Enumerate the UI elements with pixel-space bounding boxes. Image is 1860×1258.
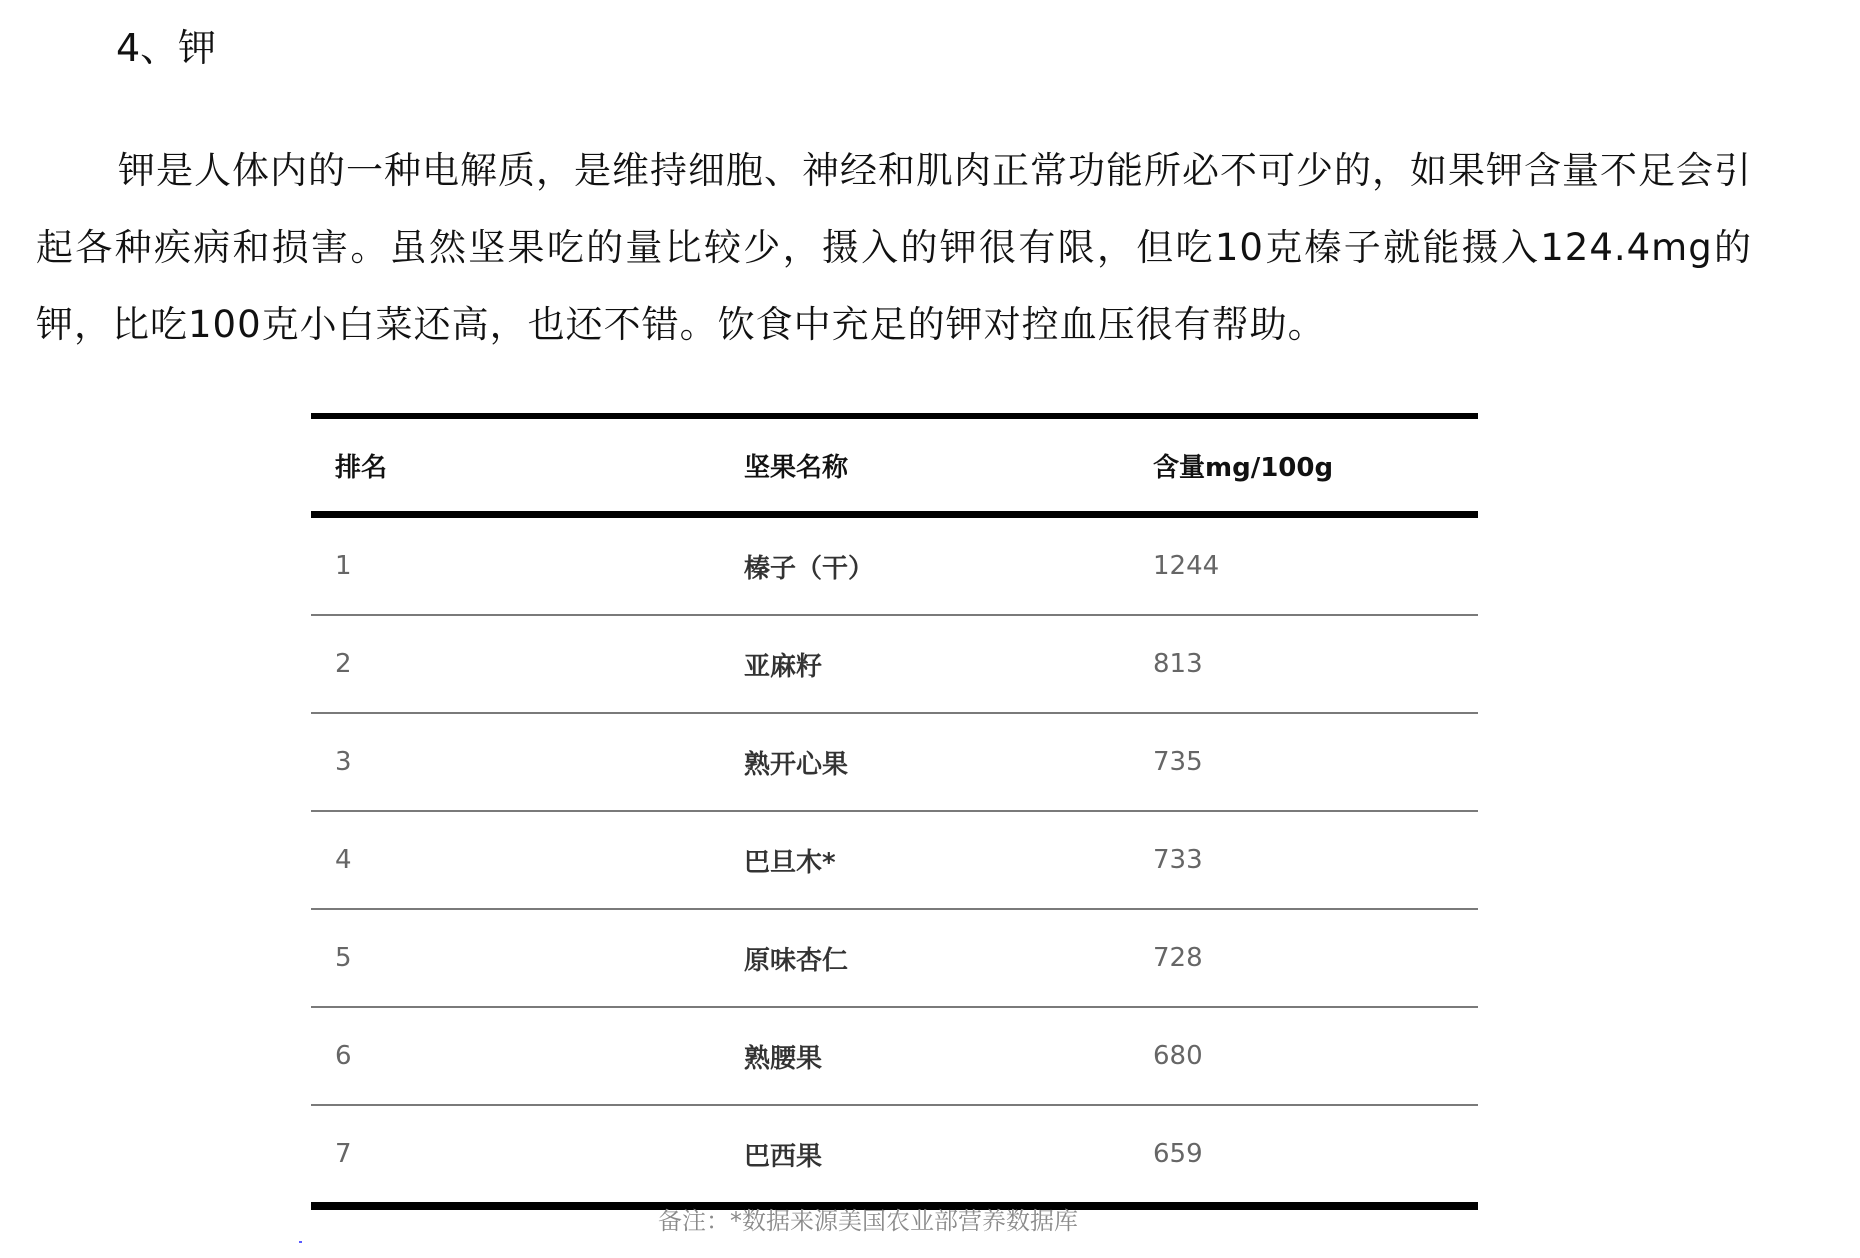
body-paragraph: 钾是人体内的一种电解质，是维持细胞、神经和肌肉正常功能所必不可少的，如果钾含量不足会引起各种疾病和损害。虽然坚果吃的量比较少，摄入的钾很有限，但吃10克榛子就能摄入124.4mg的钾，比吃100克小白菜还高，也还不错。饮食中充足的钾对控血压很有帮助。	[36, 149, 1752, 346]
table-row	[311, 1007, 1478, 1105]
cell-nut-name: 巴西果	[720, 1105, 1129, 1206]
stray-pixel-mark	[299, 1241, 302, 1243]
table-footnote: 备注：*数据来源美国农业部营养数据库	[658, 1207, 1078, 1235]
cell-rank: 3	[311, 713, 720, 811]
table-body	[311, 515, 1478, 1207]
header-nut-name: 坚果名称	[744, 452, 849, 483]
table-header-row	[311, 416, 1478, 515]
cell-content: 659	[1129, 1105, 1478, 1206]
table-row	[311, 811, 1478, 909]
cell-content: 733	[1129, 811, 1478, 909]
cell-rank: 2	[311, 615, 720, 713]
header-content: 含量mg/100g	[1153, 452, 1334, 483]
table-row	[311, 1105, 1478, 1206]
table-row	[311, 713, 1478, 811]
cell-nut-name: 熟腰果	[720, 1007, 1129, 1105]
cell-nut-name: 原味杏仁	[720, 909, 1129, 1007]
cell-rank: 6	[311, 1007, 720, 1105]
table-header	[311, 416, 1478, 515]
table-row	[311, 615, 1478, 713]
cell-nut-name: 巴旦木*	[720, 811, 1129, 909]
cell-nut-name: 亚麻籽	[720, 615, 1129, 713]
table-row	[311, 515, 1478, 616]
section-heading: 4、钾	[116, 26, 217, 70]
cell-content: 680	[1129, 1007, 1478, 1105]
cell-rank: 1	[311, 515, 720, 616]
cell-rank: 5	[311, 909, 720, 1007]
cell-content: 1244	[1129, 515, 1478, 616]
potassium-content-table	[311, 413, 1478, 1210]
cell-nut-name: 熟开心果	[720, 713, 1129, 811]
cell-content: 813	[1129, 615, 1478, 713]
cell-rank: 4	[311, 811, 720, 909]
table-row	[311, 909, 1478, 1007]
cell-content: 735	[1129, 713, 1478, 811]
cell-rank: 7	[311, 1105, 720, 1206]
cell-nut-name: 榛子（干）	[720, 515, 1129, 616]
cell-content: 728	[1129, 909, 1478, 1007]
header-rank: 排名	[335, 452, 388, 483]
